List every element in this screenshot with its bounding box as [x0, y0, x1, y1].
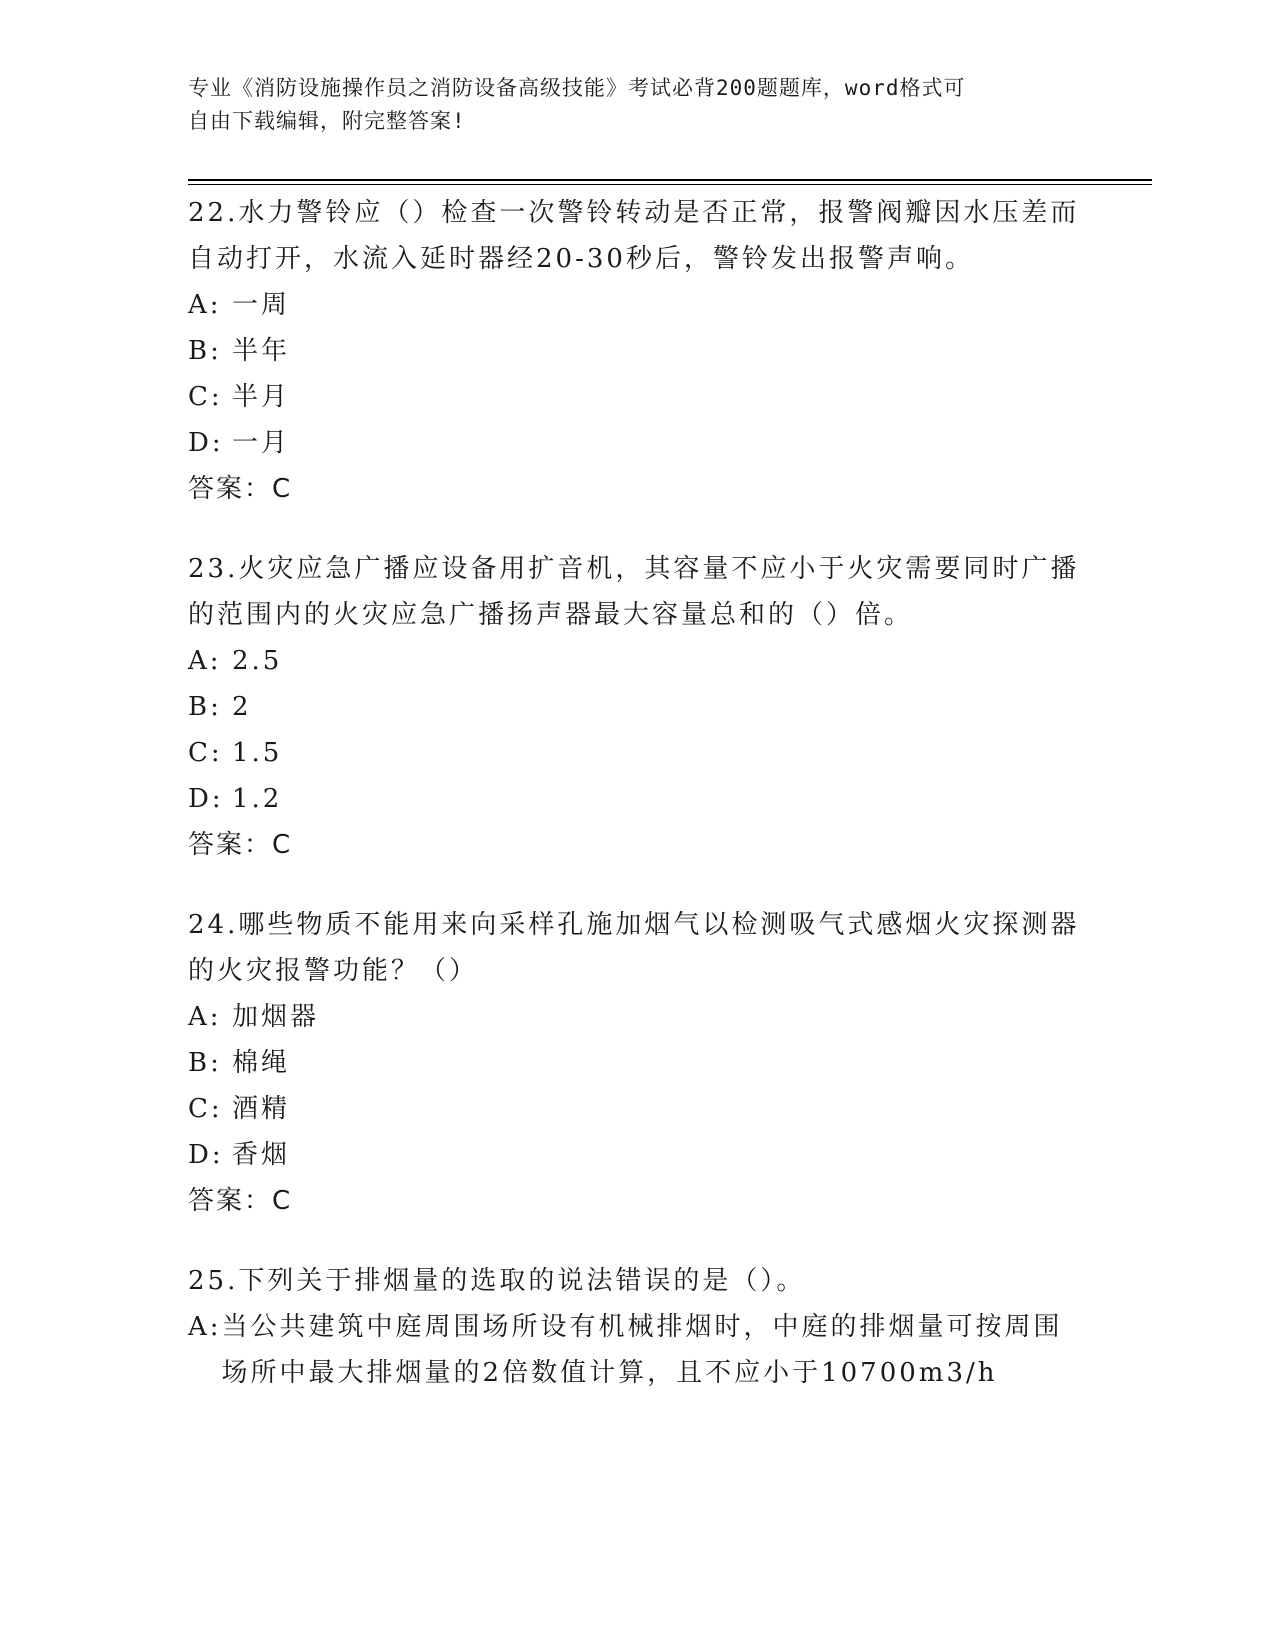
question-24 [188, 902, 1088, 1224]
option-letter: A: [188, 1002, 222, 1032]
option-b [188, 1040, 1088, 1086]
option-text: 当公共建筑中庭周围场所设有机械排烟时，中庭的排烟量可按周围场所中最大排烟量的2倍数值计算，且不应小于10700m3/h [221, 1312, 1063, 1388]
option-letter: A: [188, 290, 222, 320]
option-c [188, 374, 1088, 420]
header-line-1: 专业《消防设施操作员之消防设备高级技能》考试必背200题题库，word格式可 [188, 76, 966, 100]
option-letter: D: [188, 1140, 224, 1170]
option-letter: C: [188, 1094, 223, 1124]
option-d [188, 776, 1088, 822]
question-list [188, 190, 1088, 1430]
header-rule-thin [188, 184, 1152, 185]
answer-line: 答案：C [188, 830, 293, 860]
option-a [188, 282, 1088, 328]
option-text: 半月 [232, 382, 291, 412]
option-letter: B: [188, 336, 222, 366]
option-d [188, 1132, 1088, 1178]
option-text: 1.2 [232, 784, 283, 814]
option-letter: D: [188, 428, 224, 458]
option-text: 一周 [232, 290, 291, 320]
option-a [188, 638, 1088, 684]
answer-line: 答案：C [188, 474, 293, 504]
option-text: 棉绳 [232, 1048, 291, 1078]
option-text: 香烟 [232, 1140, 291, 1170]
question-23 [188, 546, 1088, 868]
option-letter: C: [188, 382, 223, 412]
question-text: 23.火灾应急广播应设备用扩音机，其容量不应小于火灾需要同时广播的范围内的火灾应急广播扬声器最大容量总和的（）倍。 [188, 554, 1080, 630]
option-d [188, 420, 1088, 466]
option-text: 半年 [232, 336, 291, 366]
option-text: 1.5 [232, 738, 283, 768]
question-25 [188, 1258, 1088, 1396]
document-header [188, 72, 1068, 138]
option-text: 2 [232, 692, 252, 722]
option-a [188, 1304, 1088, 1396]
option-c [188, 730, 1088, 776]
option-letter: D: [188, 784, 224, 814]
option-letter: A: [188, 646, 222, 676]
option-letter: B: [188, 1048, 222, 1078]
question-text: 24.哪些物质不能用来向采样孔施加烟气以检测吸气式感烟火灾探测器的火灾报警功能？（） [188, 910, 1080, 986]
option-letter: B: [188, 692, 222, 722]
option-text: 一月 [232, 428, 291, 458]
option-letter: A: [188, 1312, 222, 1342]
option-b [188, 684, 1088, 730]
option-text: 加烟器 [232, 1002, 320, 1032]
question-text: 22.水力警铃应（）检查一次警铃转动是否正常，报警阀瓣因水压差而自动打开，水流入延时器经20-30秒后，警铃发出报警声响。 [188, 198, 1080, 274]
option-text: 2.5 [232, 646, 283, 676]
option-c [188, 1086, 1088, 1132]
option-letter: C: [188, 738, 223, 768]
header-rule-thick [188, 179, 1152, 181]
question-text: 25.下列关于排烟量的选取的说法错误的是（）。 [188, 1266, 806, 1296]
question-22 [188, 190, 1088, 512]
header-line-2: 自由下载编辑，附完整答案! [188, 109, 466, 133]
answer-line: 答案：C [188, 1186, 293, 1216]
option-b [188, 328, 1088, 374]
option-a [188, 994, 1088, 1040]
option-text: 酒精 [232, 1094, 291, 1124]
